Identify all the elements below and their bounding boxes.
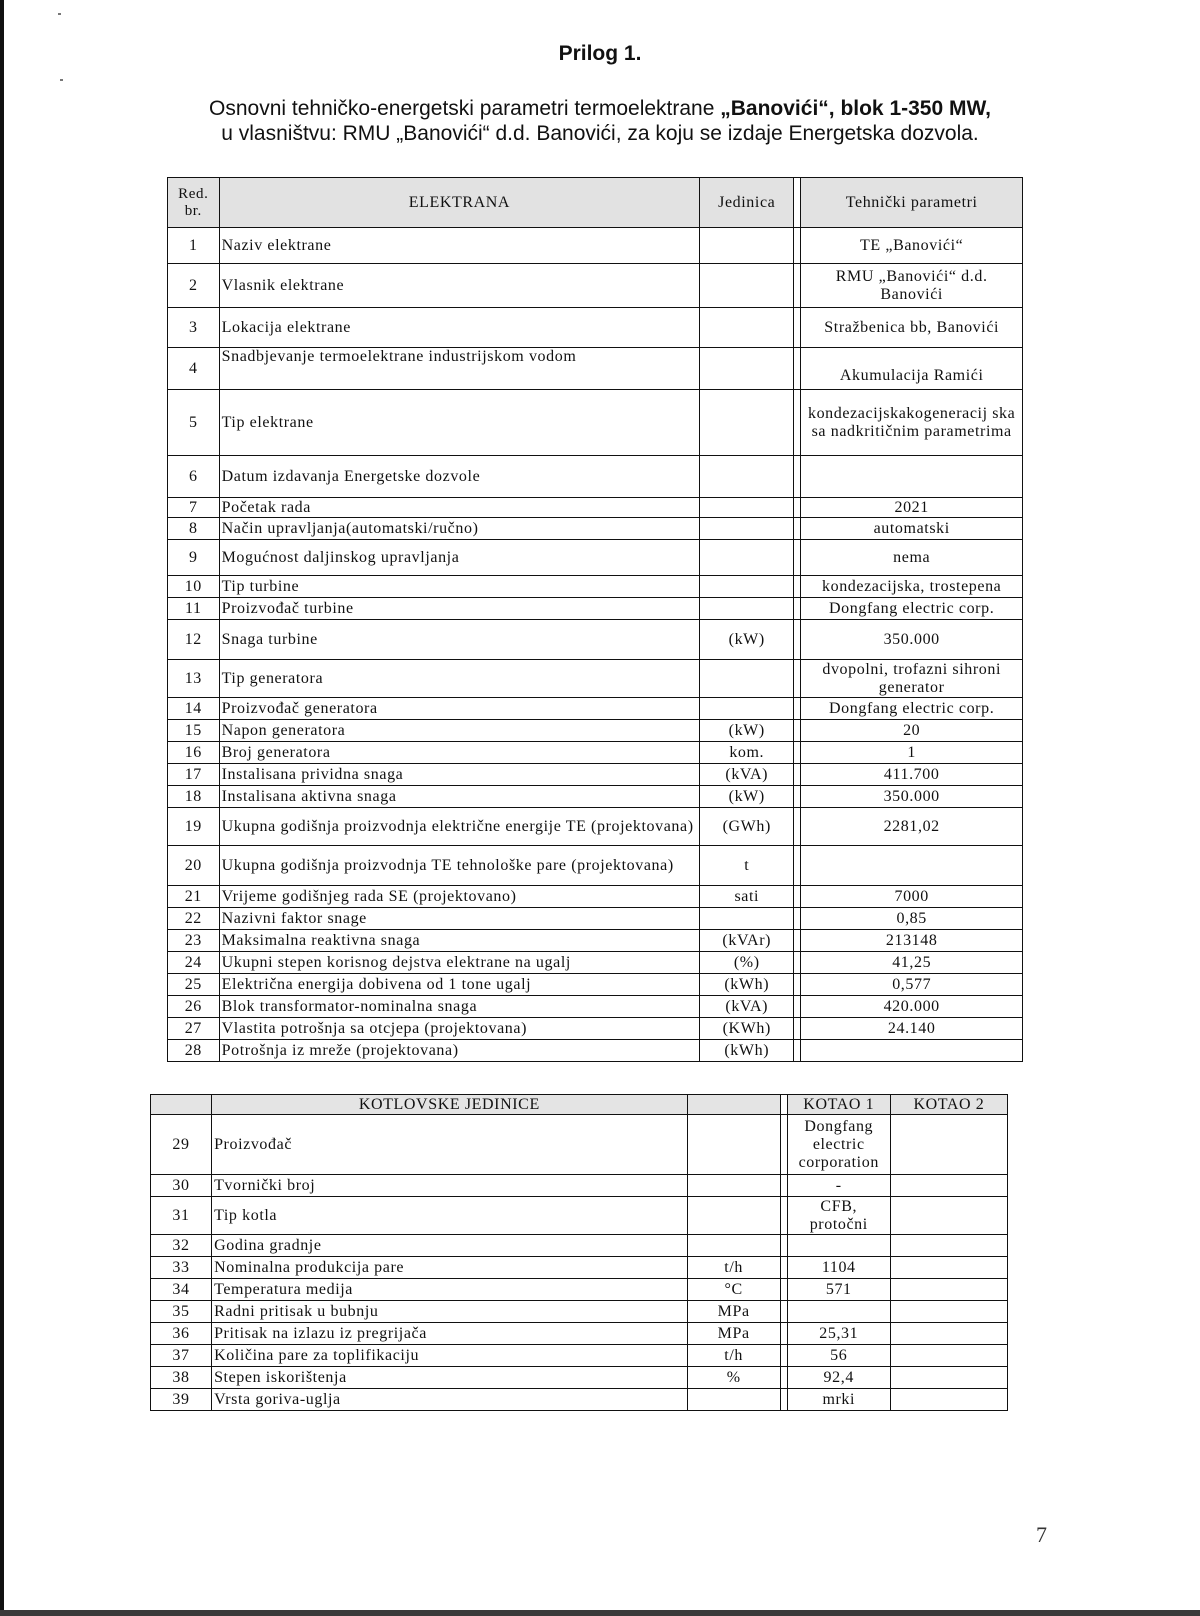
parameter-unit: (kWh) — [700, 1040, 794, 1062]
parameter-value: Dongfang electric corp. — [801, 598, 1023, 620]
boiler-table-row — [151, 1389, 1008, 1411]
parameter-name: Nazivni faktor snage — [219, 908, 700, 930]
parameter-unit — [687, 1235, 780, 1257]
row-number: 23 — [168, 930, 220, 952]
row-number: 8 — [168, 518, 220, 540]
row-number: 2 — [168, 264, 220, 308]
parameter-value: 0,577 — [801, 974, 1023, 996]
parameter-name: Instalisana aktivna snaga — [219, 786, 700, 808]
table-row — [168, 264, 1023, 308]
row-number: 39 — [151, 1389, 212, 1411]
parameter-unit — [687, 1115, 780, 1175]
parameter-unit: t/h — [687, 1345, 780, 1367]
parameter-unit — [700, 456, 794, 498]
table-row — [168, 1018, 1023, 1040]
header-red-br: Red. br. — [168, 178, 220, 228]
parameter-value: 0,85 — [801, 908, 1023, 930]
row-number: 16 — [168, 742, 220, 764]
parameter-value: 1 — [801, 742, 1023, 764]
kotao-1-value — [787, 1235, 890, 1257]
parameter-value: Akumulacija Ramići — [801, 348, 1023, 390]
document-title: Prilog 1. — [558, 42, 642, 65]
row-number: 6 — [168, 456, 220, 498]
parameter-name: Proizvođač — [212, 1115, 688, 1175]
row-number: 9 — [168, 540, 220, 576]
parameter-name: Blok transformator-nominalna snaga — [219, 996, 700, 1018]
parameter-unit: (kW) — [700, 786, 794, 808]
boiler-table-row — [151, 1257, 1008, 1279]
table-row — [168, 764, 1023, 786]
parameter-name: Snaga turbine — [219, 620, 700, 660]
row-number: 26 — [168, 996, 220, 1018]
row-number: 15 — [168, 720, 220, 742]
parameter-name: Stepen iskorištenja — [212, 1367, 688, 1389]
boiler-table — [150, 1094, 1008, 1411]
table-row — [168, 348, 1023, 390]
row-number: 4 — [168, 348, 220, 390]
scan-left-edge — [0, 0, 4, 1616]
kotao-1-value: - — [787, 1175, 890, 1197]
parameter-name: Proizvođač turbine — [219, 598, 700, 620]
parameter-value: 350.000 — [801, 620, 1023, 660]
parameter-value: 420.000 — [801, 996, 1023, 1018]
table-row — [168, 930, 1023, 952]
row-number: 17 — [168, 764, 220, 786]
row-number: 33 — [151, 1257, 212, 1279]
table-row — [168, 576, 1023, 598]
parameter-unit: % — [687, 1367, 780, 1389]
boiler-table-row — [151, 1367, 1008, 1389]
parameter-name: Broj generatora — [219, 742, 700, 764]
parameter-value: TE „Banovići“ — [801, 228, 1023, 264]
parameter-value: 213148 — [801, 930, 1023, 952]
subtitle-plant-name: „Banovići“, blok 1-350 MW, — [720, 97, 991, 120]
row-number: 18 — [168, 786, 220, 808]
parameter-unit: (%) — [700, 952, 794, 974]
boiler-table-row — [151, 1345, 1008, 1367]
parameter-name: Instalisana prividna snaga — [219, 764, 700, 786]
row-number: 36 — [151, 1323, 212, 1345]
parameter-name: Pritisak na izlazu iz pregrijača — [212, 1323, 688, 1345]
header-tehnicki-parametri: Tehnički parametri — [801, 178, 1023, 228]
parameter-unit: MPa — [687, 1323, 780, 1345]
row-number: 34 — [151, 1279, 212, 1301]
parameter-unit — [687, 1389, 780, 1411]
kotao-2-value — [890, 1323, 1007, 1345]
parameter-name: Proizvođač generatora — [219, 698, 700, 720]
parameter-name: Tip kotla — [212, 1197, 688, 1235]
parameter-value: RMU „Banovići“ d.d. Banovići — [801, 264, 1023, 308]
header-kotao-2: KOTAO 2 — [890, 1095, 1007, 1115]
parameter-unit — [700, 228, 794, 264]
parameter-name: Snadbjevanje termoelektrane industrijskom vodom — [219, 348, 700, 390]
parameter-name: Vlasnik elektrane — [219, 264, 700, 308]
parameter-unit — [700, 540, 794, 576]
boiler-table-row — [151, 1279, 1008, 1301]
row-number: 37 — [151, 1345, 212, 1367]
parameter-name: Tip generatora — [219, 660, 700, 698]
parameter-name: Električna energija dobivena od 1 tone ugalj — [219, 974, 700, 996]
boiler-section-title: KOTLOVSKE JEDINICE — [212, 1095, 688, 1115]
kotao-2-value — [890, 1279, 1007, 1301]
row-number: 20 — [168, 846, 220, 886]
parameter-name: Potrošnja iz mreže (projektovana) — [219, 1040, 700, 1062]
kotao-1-value — [787, 1301, 890, 1323]
parameter-name: Količina pare za toplifikaciju — [212, 1345, 688, 1367]
subtitle-text: Osnovni tehničko-energetski parametri termoelektrane — [209, 97, 721, 120]
parameter-value: Stražbenica bb, Banovići — [801, 308, 1023, 348]
boiler-table-row — [151, 1301, 1008, 1323]
table-row — [168, 620, 1023, 660]
parameter-unit — [700, 390, 794, 456]
parameter-name: Naziv elektrane — [219, 228, 700, 264]
row-number: 22 — [168, 908, 220, 930]
table-row — [168, 952, 1023, 974]
parameter-unit: sati — [700, 886, 794, 908]
scan-speck — [58, 13, 61, 15]
row-number: 1 — [168, 228, 220, 264]
parameter-name: Vrsta goriva-uglja — [212, 1389, 688, 1411]
kotao-1-value: 1104 — [787, 1257, 890, 1279]
parameter-value: kondezacijskakogeneracij ska sa nadkritičnim parametrima — [801, 390, 1023, 456]
parameter-unit — [687, 1197, 780, 1235]
parameter-unit: (kWh) — [700, 974, 794, 996]
parameter-unit — [700, 576, 794, 598]
parameter-name: Godina gradnje — [212, 1235, 688, 1257]
scan-bottom-edge — [0, 1610, 1200, 1616]
boiler-table-row — [151, 1323, 1008, 1345]
table-row — [168, 698, 1023, 720]
table-row — [168, 660, 1023, 698]
row-number: 38 — [151, 1367, 212, 1389]
parameter-value: 24.140 — [801, 1018, 1023, 1040]
table-row — [168, 720, 1023, 742]
parameter-value: nema — [801, 540, 1023, 576]
parameter-unit — [687, 1175, 780, 1197]
row-number: 28 — [168, 1040, 220, 1062]
kotao-2-value — [890, 1257, 1007, 1279]
parameter-name: Vrijeme godišnjeg rada SE (projektovano) — [219, 886, 700, 908]
parameter-name: Vlastita potrošnja sa otcjepa (projektovana) — [219, 1018, 700, 1040]
parameter-unit — [700, 698, 794, 720]
parameter-value: 2281,02 — [801, 808, 1023, 846]
parameter-unit: (KWh) — [700, 1018, 794, 1040]
parameter-name: Radni pritisak u bubnju — [212, 1301, 688, 1323]
parameter-value — [801, 846, 1023, 886]
parameter-value: Dongfang electric corp. — [801, 698, 1023, 720]
kotao-1-value: 92,4 — [787, 1367, 890, 1389]
boiler-table-row — [151, 1235, 1008, 1257]
table-row — [168, 498, 1023, 518]
parameter-name: Datum izdavanja Energetske dozvole — [219, 456, 700, 498]
table-row — [168, 886, 1023, 908]
kotao-2-value — [890, 1197, 1007, 1235]
parameter-unit: (kVA) — [700, 764, 794, 786]
parameter-name: Maksimalna reaktivna snaga — [219, 930, 700, 952]
boiler-section-header — [151, 1095, 1008, 1115]
table-row — [168, 974, 1023, 996]
parameter-unit: kom. — [700, 742, 794, 764]
header-jedinica: Jedinica — [700, 178, 794, 228]
table-row — [168, 518, 1023, 540]
parameter-unit — [700, 348, 794, 390]
table-row — [168, 456, 1023, 498]
parameter-name: Lokacija elektrane — [219, 308, 700, 348]
parameter-unit: (kW) — [700, 620, 794, 660]
kotao-2-value — [890, 1175, 1007, 1197]
kotao-1-value: mrki — [787, 1389, 890, 1411]
parameter-unit: t — [700, 846, 794, 886]
parameter-name: Napon generatora — [219, 720, 700, 742]
table-row — [168, 390, 1023, 456]
row-number: 13 — [168, 660, 220, 698]
header-kotao-1: KOTAO 1 — [787, 1095, 890, 1115]
parameter-name: Ukupna godišnja proizvodnja TE tehnološke pare (projektovana) — [219, 846, 700, 886]
row-number: 11 — [168, 598, 220, 620]
row-number: 25 — [168, 974, 220, 996]
parameter-value: dvopolni, trofazni sihroni generator — [801, 660, 1023, 698]
parameter-unit: (kW) — [700, 720, 794, 742]
parameter-value: 2021 — [801, 498, 1023, 518]
row-number: 19 — [168, 808, 220, 846]
parameter-name: Nominalna produkcija pare — [212, 1257, 688, 1279]
parameter-value: 350.000 — [801, 786, 1023, 808]
kotao-1-value: CFB, protočni — [787, 1197, 890, 1235]
parameter-unit: (kVA) — [700, 996, 794, 1018]
kotao-2-value — [890, 1345, 1007, 1367]
parameter-unit: MPa — [687, 1301, 780, 1323]
row-number: 14 — [168, 698, 220, 720]
parameters-table — [167, 177, 1023, 1062]
subtitle-line-2: u vlasništvu: RMU „Banovići“ d.d. Banovići, za koju se izdaje Energetska dozvola. — [221, 122, 979, 145]
page-number: 7 — [1036, 1522, 1047, 1547]
kotao-1-value: Dongfang electric corporation — [787, 1115, 890, 1175]
table-row — [168, 996, 1023, 1018]
row-number: 3 — [168, 308, 220, 348]
parameter-unit — [700, 518, 794, 540]
parameter-value — [801, 456, 1023, 498]
parameter-unit — [700, 908, 794, 930]
kotao-2-value — [890, 1389, 1007, 1411]
kotao-2-value — [890, 1367, 1007, 1389]
row-number: 29 — [151, 1115, 212, 1175]
kotao-2-value — [890, 1235, 1007, 1257]
table-row — [168, 1040, 1023, 1062]
boiler-table-row — [151, 1175, 1008, 1197]
parameter-unit — [700, 598, 794, 620]
parameter-unit: °C — [687, 1279, 780, 1301]
header-elektrana: ELEKTRANA — [219, 178, 700, 228]
parameter-value: kondezacijska, trostepena — [801, 576, 1023, 598]
kotao-1-value: 25,31 — [787, 1323, 890, 1345]
table-row — [168, 786, 1023, 808]
row-number: 31 — [151, 1197, 212, 1235]
parameter-value: 41,25 — [801, 952, 1023, 974]
document-subtitle — [150, 96, 1050, 146]
parameter-name: Početak rada — [219, 498, 700, 518]
parameter-value: automatski — [801, 518, 1023, 540]
parameter-value: 20 — [801, 720, 1023, 742]
parameter-unit — [700, 308, 794, 348]
parameter-unit — [700, 264, 794, 308]
row-number: 35 — [151, 1301, 212, 1323]
parameter-name: Tvornički broj — [212, 1175, 688, 1197]
table-row — [168, 540, 1023, 576]
parameter-name: Mogućnost daljinskog upravljanja — [219, 540, 700, 576]
parameter-unit: (kVAr) — [700, 930, 794, 952]
kotao-1-value: 571 — [787, 1279, 890, 1301]
parameter-value: 411.700 — [801, 764, 1023, 786]
boiler-table-row — [151, 1115, 1008, 1175]
row-number: 7 — [168, 498, 220, 518]
parameter-name: Ukupni stepen korisnog dejstva elektrane na ugalj — [219, 952, 700, 974]
parameter-unit — [700, 498, 794, 518]
parameter-name: Način upravljanja(automatski/ručno) — [219, 518, 700, 540]
parameter-name: Tip turbine — [219, 576, 700, 598]
row-number: 21 — [168, 886, 220, 908]
kotao-1-value: 56 — [787, 1345, 890, 1367]
table-row — [168, 598, 1023, 620]
table-row — [168, 908, 1023, 930]
row-number: 30 — [151, 1175, 212, 1197]
row-number: 27 — [168, 1018, 220, 1040]
scan-speck — [60, 79, 63, 81]
parameter-name: Temperatura medija — [212, 1279, 688, 1301]
row-number: 5 — [168, 390, 220, 456]
parameter-value — [801, 1040, 1023, 1062]
table-row — [168, 308, 1023, 348]
table-row — [168, 742, 1023, 764]
table-row — [168, 846, 1023, 886]
table-header-row — [168, 178, 1023, 228]
row-number: 10 — [168, 576, 220, 598]
parameter-value: 7000 — [801, 886, 1023, 908]
parameter-unit: (GWh) — [700, 808, 794, 846]
parameter-name: Tip elektrane — [219, 390, 700, 456]
row-number: 24 — [168, 952, 220, 974]
parameter-unit — [700, 660, 794, 698]
kotao-2-value — [890, 1115, 1007, 1175]
boiler-table-row — [151, 1197, 1008, 1235]
table-row — [168, 228, 1023, 264]
row-number: 12 — [168, 620, 220, 660]
parameter-name: Ukupna godišnja proizvodnja električne energije TE (projektovana) — [219, 808, 700, 846]
kotao-2-value — [890, 1301, 1007, 1323]
parameter-unit: t/h — [687, 1257, 780, 1279]
table-row — [168, 808, 1023, 846]
row-number: 32 — [151, 1235, 212, 1257]
